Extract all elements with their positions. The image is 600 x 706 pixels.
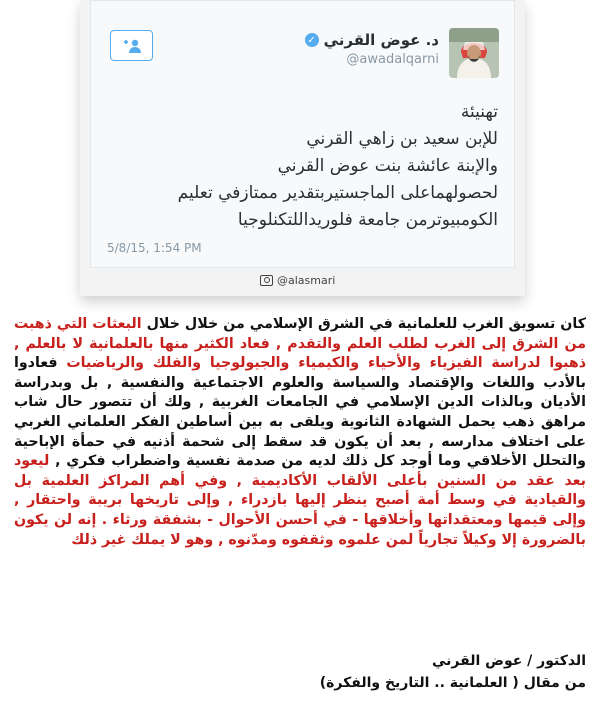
tweet-author-name[interactable] bbox=[305, 31, 439, 49]
signature bbox=[320, 650, 586, 694]
article-segment: فعادوا بالأدب واللغات والإقتصاد والسياسة والعلوم الاجتماعية والنفسية , بل وبدراسة الأديان وبالذات الدين الإسلامي في الجامعات الغربية , ولك أن تتصور حال شاب مراهق ذهب يحمل الشهادة الثانوية ويلقى به بين أساطين الفكر العلماني الغربي على اختلاف مدارسه , بعد أن يكون قد سقط إلى شحمة أذنيه في حمأة الإباحية والتحلل الأخلاقي وما أوجد كل ذلك لديه من صدمة نفسية واضطراب فكري , bbox=[14, 355, 586, 470]
avatar[interactable] bbox=[449, 28, 499, 78]
tweet-line: لحصولهماعلى الماجستيربتقدير ممتازفي تعليم bbox=[177, 183, 498, 203]
follow-button[interactable] bbox=[110, 30, 153, 61]
article-segment: كان تسويق الغرب للعلمانية في الشرق الإسلامي من خلال خلال bbox=[141, 316, 586, 332]
tweet-line: الكومبيوترمن جامعة فلوريداللتكنلوجيا bbox=[237, 210, 498, 230]
tweet-line: تهنيئة bbox=[460, 102, 498, 122]
tweet-line: والإبنة عائشة بنت عوض القرني bbox=[277, 156, 498, 176]
verified-badge-icon: ✓ bbox=[305, 33, 319, 47]
signature-author: الدكتور / عوض القرني bbox=[431, 653, 586, 669]
person-plus-icon bbox=[122, 38, 142, 54]
tweet-card bbox=[90, 0, 515, 268]
camera-icon bbox=[260, 275, 273, 286]
source-handle: @alasmari bbox=[277, 274, 336, 287]
tweet-author-handle[interactable]: @awadalqarni bbox=[346, 52, 439, 67]
article-segment-highlight: البعثات التي ذهبت من الشرق إلى الغرب لطلب العلم والتقدم , فعاد الكثير منها بالعلمانية لا بالعلم , ذهبوا لدراسة الفيزياء والأحياء والكيمياء والجيولوجيا والفلك والرياضيات bbox=[14, 316, 586, 372]
tweet-screenshot bbox=[80, 0, 525, 296]
signature-source: من مقال ( العلمانية .. التاريخ والفكرة) bbox=[319, 675, 586, 691]
article-text bbox=[14, 315, 586, 550]
tweet-timestamp[interactable]: 5/8/15, 1:54 PM bbox=[107, 241, 202, 255]
article-segment-highlight: ليعود بعد عقد من السنين بأعلى الألقاب الأكاديمية , وفي أهم المراكز العلمية بل والقيادية في وسط أمة أصبح ينظر إليها بازدراء , وإلى تاريخها بريبة واحتقار , وإلى قيمها ومعتقداتها وأخلاقها - في أحسن الأحوال - بشفقة ورثاء . إنه لن يكون بالضرورة إلا وكيلاً تجارياً لمن علموه وثقفوه ومدّنوه , وهو لا يملك غير ذلك bbox=[14, 453, 586, 548]
tweet-body bbox=[98, 99, 498, 234]
author-name-text[interactable]: د. عوض القرني bbox=[323, 31, 439, 49]
avatar-image bbox=[449, 28, 499, 78]
source-credit bbox=[260, 274, 335, 287]
tweet-line: للإبن سعيد بن زاهي القرني bbox=[306, 129, 498, 149]
